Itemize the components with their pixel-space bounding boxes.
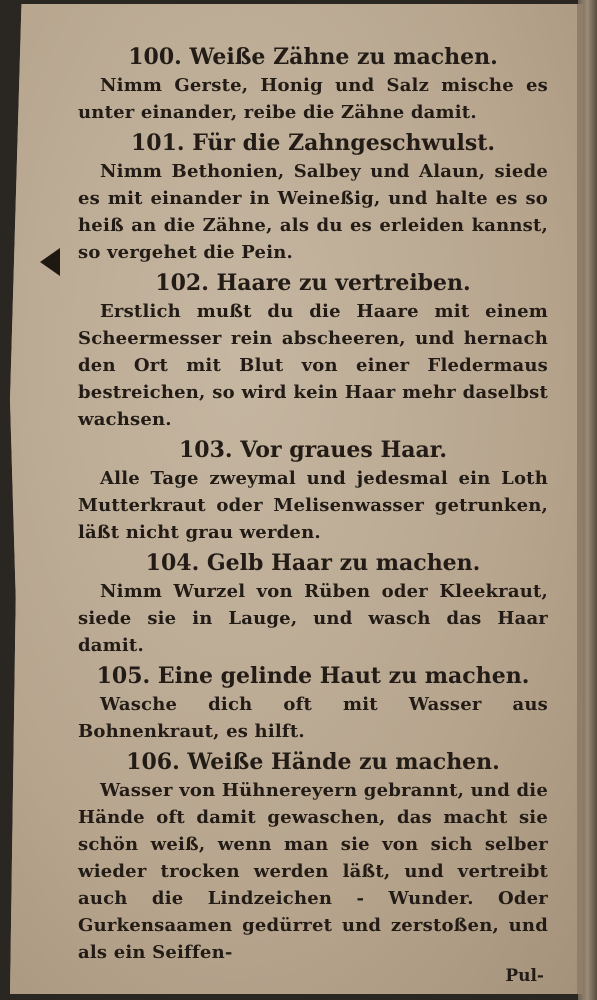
entry-text-104: Nimm Wurzel von Rüben oder Kleekraut, siede sie in Lauge, und wasch das Haar damit.: [78, 581, 548, 656]
entry-heading-102: 102. Haare zu vertreiben.: [155, 270, 471, 296]
entry-text-102: Erstlich mußt du die Haare mit einem Scheermesser rein abscheeren, und hernach den Ort mit Blut von einer Fledermaus bestreichen, so wird kein Haar mehr daselbst wachsen.: [78, 301, 548, 430]
entry-heading-103: 103. Vor graues Haar.: [178, 437, 447, 463]
entry-heading-101: 101. Für die Zahngeschwulst.: [130, 130, 496, 156]
page-text: [78, 40, 548, 986]
catchword: Pul-: [505, 966, 544, 986]
entry-text-106: Wasser von Hühnereyern gebrannt, und die Hände oft damit gewaschen, das macht sie schön weiß, wenn man sie von sich selber wieder trocken werden läßt, und vertreibt auch die Lindzeichen - Wunder. Oder Gurkensaamen gedürret und zerstoßen, und als ein Seiffen-: [78, 780, 548, 963]
entry-text-100: Nimm Gerste, Honig und Salz mische es unter einander, reibe die Zähne damit.: [78, 75, 548, 123]
entry-text-103: Alle Tage zweymal und jedesmal ein Loth Mutterkraut oder Melisenwasser getrunken, läßt nicht grau werden.: [78, 468, 548, 543]
entry-text-105: Wasche dich oft mit Wasser aus Bohnenkraut, es hilft.: [78, 694, 548, 742]
entry-heading-106: 106. Weiße Hände zu machen.: [126, 749, 500, 775]
margin-arrow-mark: [40, 248, 60, 276]
entry-heading-105: 105. Eine gelinde Haut zu machen.: [96, 663, 530, 689]
entry-heading-104: 104. Gelb Haar zu machen.: [145, 550, 481, 576]
entry-text-101: Nimm Bethonien, Salbey und Alaun, siede es mit einander in Weineßig, und halte es so heiß an die Zähne, als du es erleiden kannst, so vergehet die Pein.: [78, 161, 548, 263]
entry-heading-100: 100. Weiße Zähne zu machen.: [128, 44, 498, 70]
